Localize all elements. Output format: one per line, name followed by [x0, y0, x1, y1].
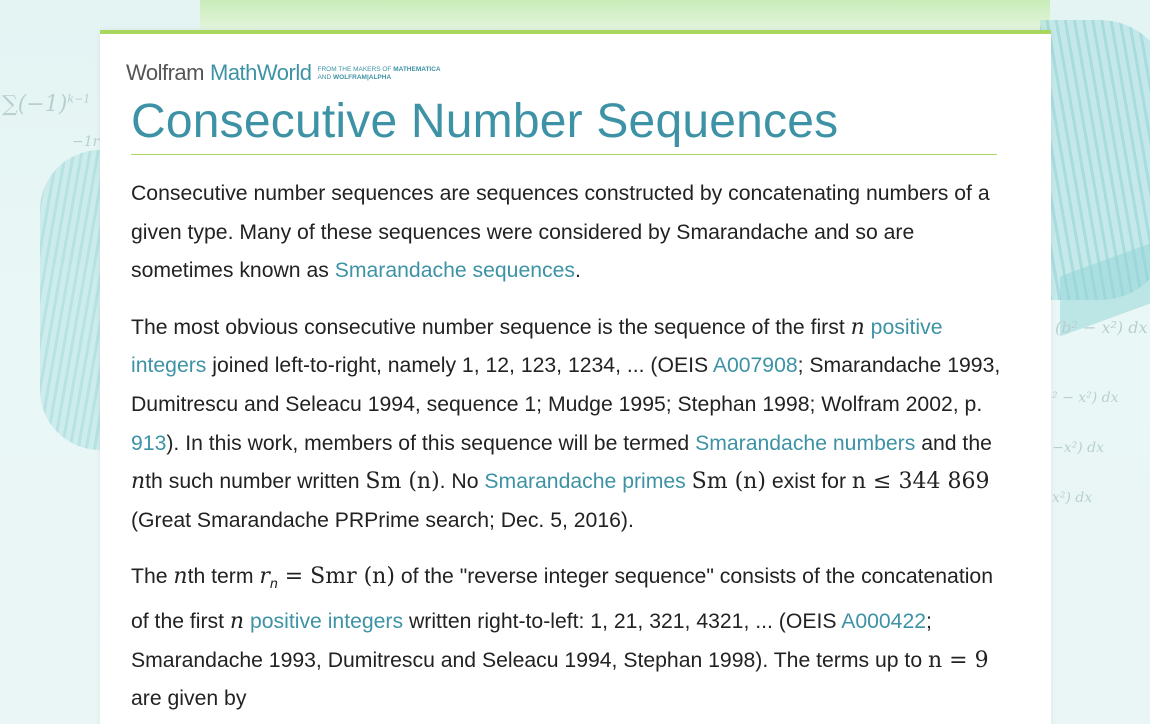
text: of the "reverse integer sequence" consists of the concatenation of the first	[131, 565, 993, 633]
tagline-text: FROM THE MAKERS OF	[317, 66, 392, 73]
link-positive-integers[interactable]: positive integers	[131, 315, 943, 378]
article-body	[131, 175, 1011, 724]
text: exist for	[765, 470, 852, 494]
logo-tagline	[317, 66, 440, 82]
text: joined left-to-right, namely 1, 12, 123, 1234, ... (OEIS	[206, 354, 713, 378]
link-smarandache-sequences[interactable]: Smarandache sequences	[334, 259, 576, 283]
link-smarandache-primes[interactable]: Smarandache primes	[484, 470, 686, 494]
background-formula: $\sum(-1)^{k-1}$	[2, 92, 91, 117]
text: and the	[915, 431, 992, 455]
text: ; Smarandache 1993, Dumitrescu and Seleacu 1994, Stephan 1998). The terms up to	[131, 609, 932, 672]
link-oeis-a000422[interactable]: A000422	[841, 609, 927, 633]
tagline-product: MATHEMATICA	[393, 66, 441, 73]
text: ; Smarandache 1993, Dumitrescu and Seleacu 1994, sequence 1; Mudge 1995; Stephan 1998; Wolfram 2002, p.	[131, 354, 1001, 416]
logo-mathworld-text: MathWorld	[210, 60, 312, 85]
math-n-equals-9: n = 9	[928, 647, 989, 673]
background-formula: −1r	[72, 134, 100, 150]
link-smarandache-numbers[interactable]: Smarandache numbers	[695, 431, 916, 455]
logo-wolfram-text: Wolfram	[126, 60, 204, 85]
paragraph-smarandache-numbers	[131, 309, 1011, 541]
math-r: r	[259, 564, 270, 590]
math-n: n	[850, 314, 865, 340]
mathworld-logo[interactable]	[126, 60, 441, 86]
math-n: n	[173, 564, 188, 590]
tagline-text: AND	[317, 74, 332, 81]
link-page-913[interactable]: 913	[131, 431, 167, 455]
math-n: n	[229, 608, 245, 634]
text: th term	[187, 565, 260, 589]
math-sm-n: Sm (n)	[365, 469, 440, 495]
page-title: Consecutive Number Sequences	[131, 95, 839, 148]
background-formula: ² − x²) dx	[1052, 390, 1119, 406]
background-formula: x²) dx	[1052, 490, 1093, 506]
math-smr-n: = Smr (n)	[277, 564, 395, 590]
text: . No	[439, 470, 485, 494]
text: (Great Smarandache PRPrime search; Dec. 5, 2016).	[131, 508, 634, 532]
text: The most obvious consecutive number sequence is the sequence of the first	[131, 315, 851, 339]
math-n: n	[131, 469, 146, 495]
link-positive-integers[interactable]: positive integers	[249, 609, 404, 633]
text: ). In this work, members of this sequence will be termed	[166, 431, 696, 455]
math-sm-n: Sm (n)	[691, 469, 766, 495]
text: Consecutive number sequences are sequences constructed by concatenating numbers of a given type. Many of these sequences were considered by Smarandache and so are sometimes known as	[131, 182, 990, 283]
paragraph-reverse-sequence	[131, 558, 1011, 718]
text: are given by	[131, 687, 247, 711]
text: written right-to-left: 1, 21, 321, 4321, ... (OEIS	[403, 609, 842, 633]
background-formula: (b² − x²) dx	[1055, 318, 1148, 337]
math-bound: n ≤ 344 869	[851, 469, 990, 495]
content-card	[100, 30, 1051, 724]
background-formula: −x²) dx	[1052, 440, 1105, 456]
text: .	[575, 259, 581, 283]
math-subscript-n: n	[269, 575, 278, 592]
paragraph-intro	[131, 175, 1011, 291]
tagline-product: WOLFRAM|ALPHA	[333, 74, 392, 81]
text: The	[131, 565, 174, 589]
title-divider	[131, 154, 997, 155]
text: th such number written	[145, 470, 366, 494]
link-oeis-a007908[interactable]: A007908	[712, 354, 798, 378]
